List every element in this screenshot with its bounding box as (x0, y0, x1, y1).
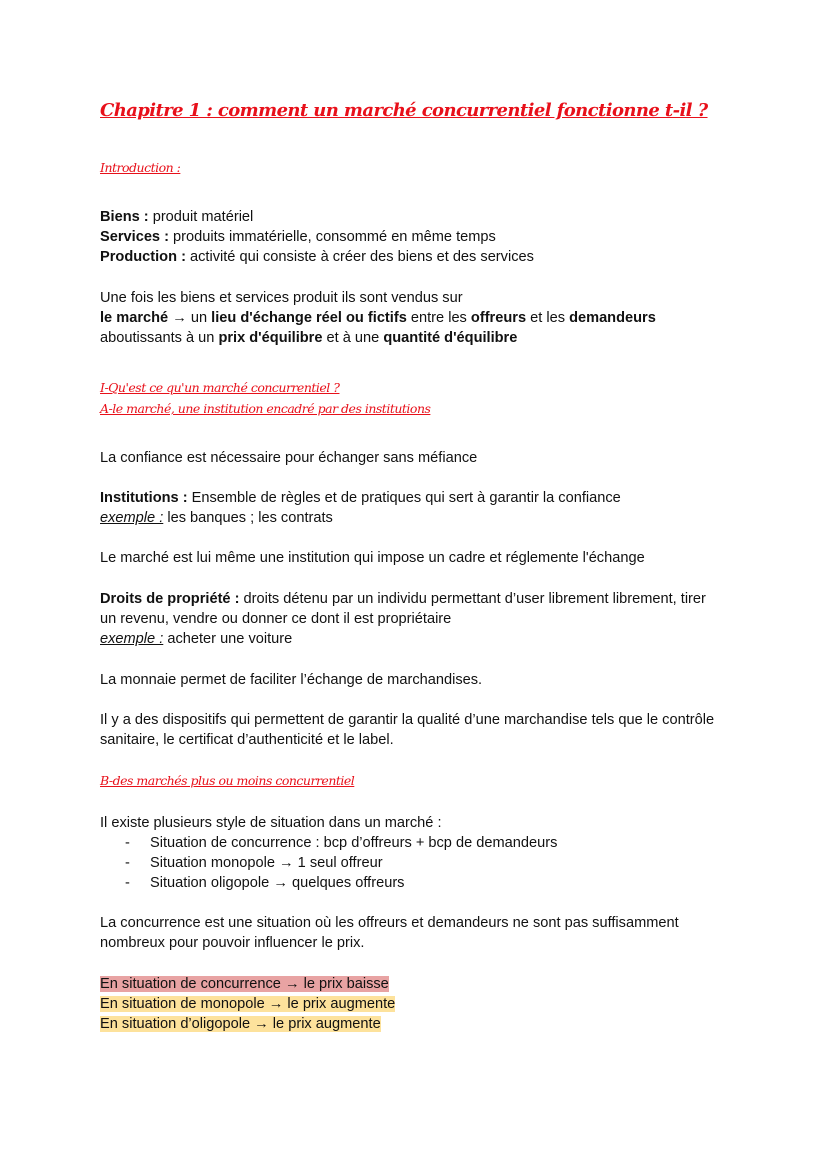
page-title: Chapitre 1 : comment un marché concurrentiel fonctionne t-il ? (100, 100, 708, 121)
concurrence-definition: La concurrence est une situation où les offreurs et demandeurs ne sont pas suffisamment nombreux pour pouvoir influencer le prix. (100, 915, 679, 951)
market-paragraph: Une fois les biens et services produit ils sont vendus sur le marché → un lieu d'échange réel ou fictifs entre les offreurs et les demandeurs aboutissants à un prix d'équilibre et à une quantité d'équilibre (100, 290, 656, 346)
highlight-oligopole: En situation d’oligopole → le prix augmente (100, 1016, 381, 1032)
section-b-heading: B-des marchés plus ou moins concurrentiel (100, 773, 355, 788)
situations-list (100, 833, 740, 893)
definition-production: Production : activité qui consiste à créer des biens et des services (100, 249, 534, 265)
definition-biens: Biens : produit matériel (100, 209, 254, 225)
intro-heading: Introduction : (100, 160, 181, 175)
highlighted-conclusions (100, 974, 740, 1034)
section-1-heading: I-Qu'est ce qu'un marché concurrentiel ? (100, 380, 340, 395)
highlight-monopole: En situation de monopole → le prix augmente (100, 996, 396, 1012)
marche-institution-text: Le marché est lui même une institution qui impose un cadre et réglemente l'échange (100, 550, 645, 566)
definitions (100, 207, 740, 267)
highlight-concurrence: En situation de concurrence → le prix baisse (100, 976, 389, 992)
dispositifs-text: Il y a des dispositifs qui permettent de garantir la qualité d’une marchandise tels que le contrôle sanitaire, le certificat d’authenticité et le label. (100, 712, 715, 748)
institutions-definition: Institutions : Ensemble de règles et de pratiques qui sert à garantir la confiance exemple : les banques ; les contrats (100, 490, 621, 526)
monnaie-text: La monnaie permet de faciliter l’échange de marchandises. (100, 672, 483, 688)
definition-services: Services : produits immatérielle, consommé en même temps (100, 229, 496, 245)
confiance-text: La confiance est nécessaire pour échanger sans méfiance (100, 450, 478, 466)
situations-block: Il existe plusieurs style de situation dans un marché : - Situation de concurrence : bcp d’offreurs + bcp de demandeurs - Situation monopole → 1 seul offreur - Situation oligopole → quelques offreurs (100, 813, 740, 893)
section-a-heading: A-le marché, une institution encadré par des institutions (100, 401, 431, 416)
list-item: - Situation monopole → 1 seul offreur (150, 853, 740, 873)
list-item: - Situation oligopole → quelques offreurs (150, 873, 740, 893)
droits-definition: Droits de propriété : droits détenu par un individu permettant d’user librement librement, tirer un revenu, vendre ou donner ce dont il est propriétaire exemple : acheter une voiture (100, 591, 706, 647)
list-item: - Situation de concurrence : bcp d’offreurs + bcp de demandeurs (150, 833, 740, 853)
